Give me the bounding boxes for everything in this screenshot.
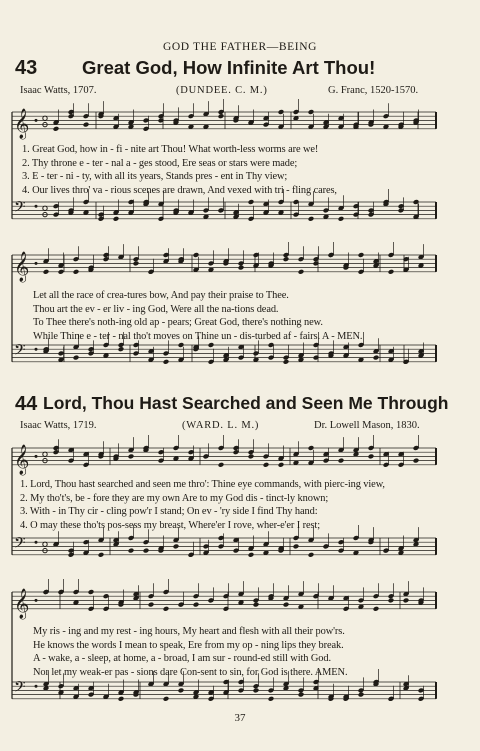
hymn-number-44: 44 — [15, 393, 38, 415]
note-head — [238, 265, 245, 271]
note-head — [283, 359, 290, 365]
verse-line: 4. O may these tho'ts pos-sess my breast, Where'er I rove, wher-e'er I rest; — [20, 519, 320, 531]
note-head — [88, 589, 95, 595]
note-head — [178, 687, 185, 693]
note-head — [403, 597, 410, 603]
note-head — [298, 692, 305, 698]
note-head — [338, 458, 345, 464]
verse-line: A - wake, a - sleep, at home, a - broad, I am sur - round-ed still with God. — [33, 653, 331, 665]
verse-line: My ris - ing and my rest - ing hours, My heart and flesh with all their pow'rs. — [33, 626, 345, 637]
treble-clef-icon: 𝄞 — [14, 444, 30, 475]
note-head — [358, 692, 365, 698]
flat-key-signature — [35, 541, 38, 544]
note-head — [163, 359, 170, 365]
hymn-author-44: Isaac Watts, 1719. — [20, 420, 97, 431]
note-head — [218, 113, 225, 119]
note-head — [173, 543, 180, 549]
page-number: 37 — [234, 712, 246, 724]
hymn-author-43: Isaac Watts, 1707. — [20, 85, 97, 96]
verse-line: While Thine e - ter - nal tho't moves on Thine un - dis-turbed af - fairs. A - MEN. — [33, 330, 363, 342]
time-signature-mark — [43, 542, 47, 546]
bass-clef-icon: 𝄢 — [14, 198, 26, 220]
note-head — [113, 216, 120, 222]
flat-key-signature — [35, 348, 38, 351]
note-head — [143, 548, 150, 554]
note-head — [163, 696, 170, 702]
treble-clef-icon: 𝄞 — [14, 108, 30, 139]
note-head — [278, 462, 285, 468]
note-head — [43, 269, 50, 275]
note-head — [98, 552, 105, 558]
verse-line: Let all the race of crea-tures bow, And pay their praise to Thee. — [33, 290, 289, 301]
hymn-composer-43: G. Franc, 1520-1570. — [328, 85, 419, 96]
bass-clef-icon: 𝄢 — [14, 678, 26, 700]
note-head — [388, 269, 395, 275]
flat-key-signature — [35, 599, 38, 602]
note-head — [358, 252, 365, 258]
hymn-number-43: 43 — [15, 57, 38, 79]
flat-key-signature — [35, 205, 38, 208]
note-head — [193, 602, 200, 608]
note-head — [283, 602, 290, 608]
time-signature-mark — [43, 452, 47, 456]
treble-clef-icon: 𝄞 — [14, 251, 30, 282]
note-head — [218, 462, 225, 468]
note-head — [248, 199, 255, 205]
verse-line: Thou art the ev - er liv - ing God, Were all the na-tions dead. — [33, 303, 279, 315]
verse-line: Nor let my weak-er pas - sions dare Con-sent to sin, for God is there. AMEN. — [33, 666, 348, 678]
verse-line: 4. Our lives thro' va - rious scenes are drawn, And vexed with tri - fling cares, — [22, 184, 337, 196]
note-head — [308, 552, 315, 558]
flat-key-signature — [35, 262, 38, 265]
note-head — [373, 355, 380, 361]
note-head — [368, 453, 375, 459]
treble-clef-icon: 𝄞 — [14, 588, 30, 619]
note-head — [148, 602, 155, 608]
verse-line: 1. Great God, how in - fi - nite art Thou! What worth-less worms are we! — [22, 144, 319, 155]
note-head — [53, 126, 60, 132]
note-head — [298, 269, 305, 275]
verse-line: 2. Thy throne e - ter - nal a - ges stood, Ere seas or stars were made; — [22, 157, 298, 169]
note-head — [373, 606, 380, 612]
note-head — [268, 696, 275, 702]
note-head — [83, 122, 90, 128]
hymn-tune-43: (DUNDEE. C. M.) — [176, 85, 268, 96]
hymn-tune-44: (WARD. L. M.) — [182, 420, 260, 431]
note-head — [73, 269, 80, 275]
note-head — [128, 453, 135, 459]
verse-line: 3. E - ter - ni - ty, with all its years, Stands pres - ent in Thy view; — [22, 171, 288, 183]
flat-key-signature — [35, 685, 38, 688]
note-head — [413, 458, 420, 464]
verse-line: He knows the words I mean to speak, Ere from my op - ning lips they break. — [33, 639, 344, 651]
note-head — [208, 342, 215, 348]
time-signature-mark — [43, 206, 47, 210]
note-head — [283, 256, 290, 262]
verse-line: 1. Lord, Thou hast searched and seen me thro': Thine eye commands, with pierc-ing view, — [20, 479, 385, 490]
section-heading: GOD THE FATHER—BEING — [162, 41, 318, 53]
flat-key-signature — [35, 119, 38, 122]
verse-line: 3. With - in Thy cir - cling pow'r I stand; On ev - 'ry side I find Thy hand: — [20, 506, 318, 518]
note-head — [133, 260, 140, 266]
note-head — [128, 548, 135, 554]
note-head — [338, 216, 345, 222]
hymn-title-44: Lord, Thou Hast Searched and Seen Me Through — [43, 393, 449, 413]
hymn-composer-44: Dr. Lowell Mason, 1830. — [314, 420, 420, 431]
hymn-title-43: Great God, How Infinite Art Thou! — [82, 57, 376, 78]
bass-clef-icon: 𝄢 — [14, 341, 26, 363]
verse-line: 2. My tho't's, be - fore they are my own Are to my God dis - tinct-ly known; — [20, 492, 329, 504]
note-head — [118, 696, 125, 702]
note-head — [248, 552, 255, 558]
note-head — [163, 606, 170, 612]
flat-key-signature — [35, 455, 38, 458]
verse-line: To Thee there's noth-ing old ap - pears; Great God, there's nothing new. — [33, 317, 323, 329]
bass-clef-icon: 𝄢 — [14, 534, 26, 556]
note-head — [248, 453, 255, 459]
note-head — [263, 462, 270, 468]
note-head — [58, 269, 65, 275]
note-head — [388, 597, 395, 603]
note-head — [293, 543, 300, 549]
note-head — [118, 346, 125, 352]
note-head — [253, 687, 260, 693]
time-signature-mark — [43, 116, 47, 120]
note-head — [308, 216, 315, 222]
note-head — [73, 355, 80, 361]
note-head — [253, 602, 260, 608]
